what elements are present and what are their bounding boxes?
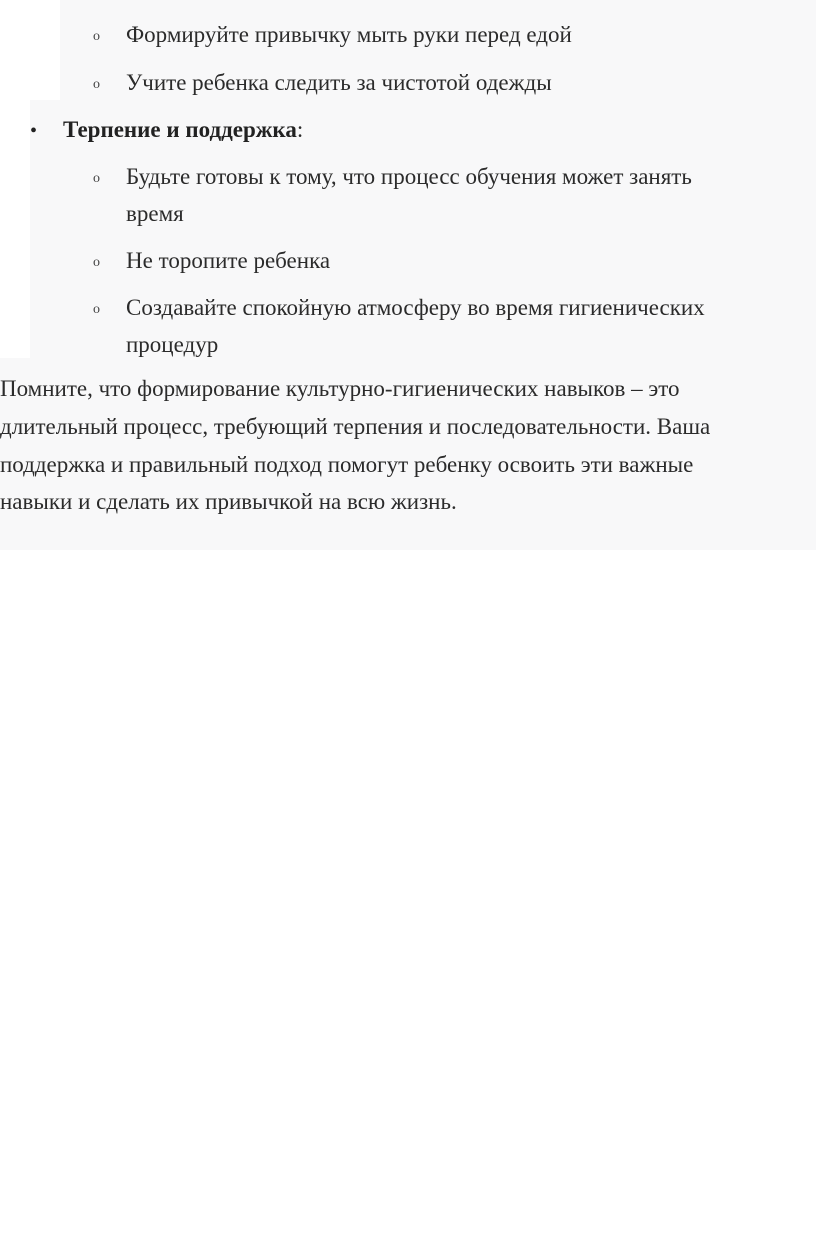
sub-bullet-marker: o xyxy=(93,255,100,270)
list-item-text: Будьте готовы к тому, что процесс обучения может занять xyxy=(126,164,692,189)
list-item-text: процедур xyxy=(126,332,219,357)
list-item-text: Не торопите ребенка xyxy=(126,248,331,273)
sub-bullet-marker: o xyxy=(93,29,100,44)
list-item-heading xyxy=(63,111,303,148)
list-item-text: Создавайте спокойную атмосферу во время гигиенических xyxy=(126,295,705,320)
sub-bullet-marker: o xyxy=(93,77,100,92)
sub-bullet-marker: o xyxy=(93,171,100,186)
paragraph-line: поддержка и правильный подход помогут ребенку освоить эти важные xyxy=(0,452,694,477)
list-item-text: Учите ребенка следить за чистотой одежды xyxy=(126,70,552,95)
list-item-text: время xyxy=(126,201,184,226)
paragraph-line: Помните, что формирование культурно-гигиенических навыков – это xyxy=(0,376,680,401)
list-item-title: Терпение и поддержка xyxy=(63,117,297,142)
paragraph-line: длительный процесс, требующий терпения и последовательности. Ваша xyxy=(0,414,711,439)
paragraph-line: навыки и сделать их привычкой на всю жизнь. xyxy=(0,489,457,514)
list-item-suffix: : xyxy=(296,117,304,142)
bullet-marker: • xyxy=(30,120,38,142)
list-item-text: Формируйте привычку мыть руки перед едой xyxy=(126,22,572,47)
sub-bullet-marker: o xyxy=(93,302,100,317)
